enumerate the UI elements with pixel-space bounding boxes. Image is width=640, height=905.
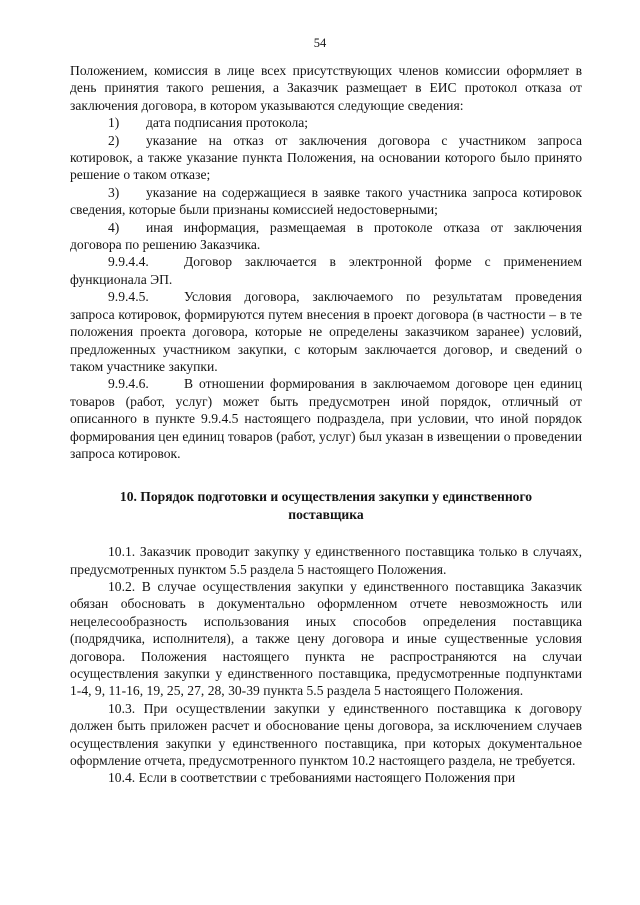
clause-text: Условия договора, заключаемого по результатам проведения запроса котировок, формируются путем внесения в проект договора (в частности – в те положения проекта договора, которые не определены заказчиком заранее) условий, предложенных участником закупки, с которым заключается договор, и сведений о таком участнике закупки. — [70, 289, 582, 374]
list-item-text: указание на отказ от заключения договора с участником запроса котировок, а также указание пункта Положения, на основании которого было принято решение о таком отказе; — [70, 132, 582, 183]
list-item-4 — [70, 219, 582, 254]
list-item-3 — [70, 184, 582, 219]
page-content — [70, 62, 582, 787]
list-item-number: 2) — [108, 132, 120, 148]
list-item-number: 4) — [108, 219, 120, 235]
clause-9-9-4-4 — [70, 253, 582, 288]
paragraph-10-4: 10.4. Если в соответствии с требованиями настоящего Положения при — [108, 770, 516, 786]
clause-number: 9.9.4.6. — [108, 376, 149, 392]
clause-9-9-4-6 — [70, 375, 582, 462]
section-heading: 10. Порядок подготовки и осуществления закупки у единственного поставщика — [119, 489, 533, 522]
list-item-text: иная информация, размещаемая в протоколе отказа от заключения договора по решению Заказчика. — [70, 219, 582, 253]
list-item-1 — [70, 114, 582, 131]
paragraph-intro: Положением, комиссия в лице всех присутствующих членов комиссии оформляет в день принятия такого решения, а Заказчик размещает в ЕИС протокол отказа от заключения договора, в котором указываются следующие сведения: — [70, 63, 582, 113]
list-item-number: 1) — [108, 115, 120, 131]
clause-text: В отношении формирования в заключаемом договоре цен единиц товаров (работ, услуг) может быть предусмотрен иной порядок, отличный от описанного в пункте 9.9.4.5 настоящего подраздела, при условии, что иной порядок формирования цен единиц товаров (работ, услуг) был указан в извещении о проведении запроса котировок. — [70, 376, 582, 461]
list-item-text: указание на содержащиеся в заявке такого участника запроса котировок сведения, которые были признаны комиссией недостоверными; — [70, 184, 582, 218]
paragraph-10-3: 10.3. При осуществлении закупки у единственного поставщика к договору должен быть приложен расчет и обоснование цены договора, за исключением случаев осуществления закупки у единственного поставщика, при которых документальное оформление отчета, предусмотренного пунктом 10.2 настоящего раздела, не требуется. — [70, 700, 582, 769]
list-item-number: 3) — [108, 184, 120, 200]
clause-number: 9.9.4.4. — [108, 254, 149, 270]
clause-text: Договор заключается в электронной форме с применением функционала ЭП. — [70, 254, 582, 287]
page-number: 54 — [313, 36, 327, 50]
clause-number: 9.9.4.5. — [108, 289, 149, 305]
clause-9-9-4-5 — [70, 288, 582, 375]
paragraph-10-2: 10.2. В случае осуществления закупки у единственного поставщика Заказчик обязан обосновать в документально оформленном отчете невозможность или нецелесообразность использования иных способов определения поставщика (подрядчика, исполнителя), а также цену договора и иные существенные условия договора. Положения настоящего пункта не распространяются на случаи осуществления закупки у единственного поставщика, предусмотренные подпунктами 1-4, 9, 11-16, 19, 25, 27, 28, 30-39 пункта 5.5 раздела 5 настоящего Положения. — [70, 578, 582, 699]
list-item-text: дата подписания протокола; — [146, 115, 309, 131]
list-item-2 — [70, 132, 582, 184]
paragraph-10-1: 10.1. Заказчик проводит закупку у единственного поставщика только в случаях, предусмотренных пунктом 5.5 раздела 5 настоящего Положения. — [70, 544, 582, 577]
